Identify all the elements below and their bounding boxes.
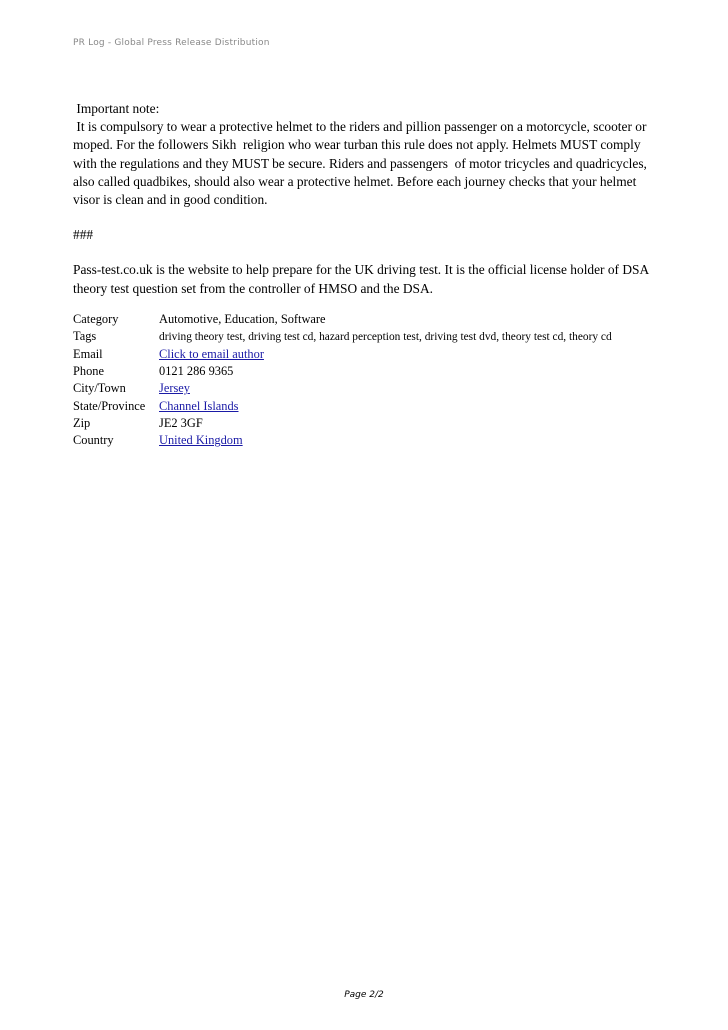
detail-value-phone: 0121 286 9365 <box>159 364 234 379</box>
details-row-tags <box>73 328 612 345</box>
details-row-category <box>73 311 612 328</box>
separator: ### <box>73 227 94 243</box>
email-author-link[interactable]: Click to email author <box>159 346 264 361</box>
detail-value-tags: driving theory test, driving test cd, hazard perception test, driving test dvd, theory test cd, theory cd <box>159 330 612 343</box>
detail-label: Email <box>73 346 103 361</box>
detail-value-zip: JE2 3GF <box>159 415 203 430</box>
details-row-email <box>73 346 612 363</box>
details-row-state <box>73 397 612 414</box>
page-header: PR Log - Global Press Release Distribution <box>73 38 270 48</box>
about-paragraph: Pass-test.co.uk is the website to help prepare for the UK driving test. It is the official license holder of DSA theory test question set from the controller of HMSO and the DSA. <box>73 262 652 296</box>
details-row-zip <box>73 415 612 432</box>
detail-label: State/Province <box>73 398 146 413</box>
detail-label: Category <box>73 312 119 327</box>
detail-label: Phone <box>73 364 104 379</box>
city-link[interactable]: Jersey <box>159 381 190 396</box>
details-row-city <box>73 380 612 397</box>
detail-label: Tags <box>73 329 97 344</box>
details-table <box>73 311 612 449</box>
detail-label: Zip <box>73 415 91 430</box>
note-paragraph: It is compulsory to wear a protective helmet to the riders and pillion passenger on a motorcycle, scooter or moped. For the followers Sikh religion who wear turban this rule does not apply. Helmets MUST comply with the regulations and they MUST be secure. Riders and passengers of motor tricycles and quadricycles, also called quadbikes, should also wear a protective helmet. Before each journey checks that your helmet visor is clean and in good condition. <box>73 119 651 208</box>
detail-label: Country <box>73 433 114 448</box>
press-release-body <box>73 100 658 298</box>
details-row-country <box>73 432 612 449</box>
page-number: Page 2/2 <box>344 990 384 1000</box>
note-title: Important note: <box>73 101 160 116</box>
detail-label: City/Town <box>73 381 126 396</box>
details-row-phone <box>73 363 612 380</box>
detail-value-category: Automotive, Education, Software <box>159 312 326 327</box>
state-link[interactable]: Channel Islands <box>159 398 239 413</box>
country-link[interactable]: United Kingdom <box>159 433 243 448</box>
